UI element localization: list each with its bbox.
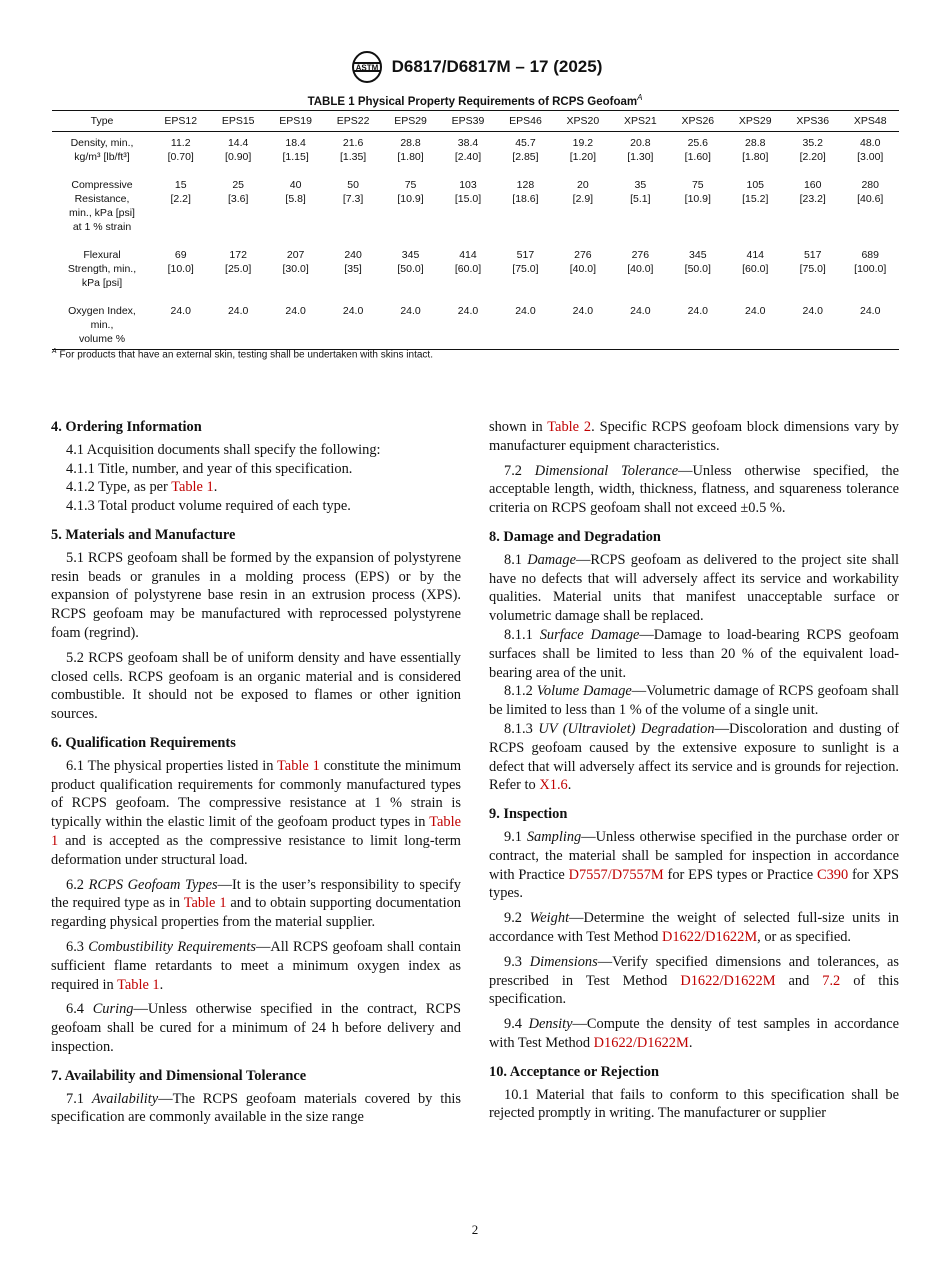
table-cell: 128 [18.6] [512,179,539,205]
table-cell: 24.0 [669,304,726,350]
column-header: XPS36 [784,111,841,132]
para-5-1: 5.1 RCPS geofoam shall be formed by the expansion of polystyrene resin beads or granules in a molding process (EPS) or by the expansion of polystyrene base resin in an extrusion process (XPS). RCPS geofoam may be manufactured with reprocessed polystyrene foam (regrind). [51,549,461,641]
d1622-link[interactable]: D1622/D1622M [680,972,776,989]
table-cell: 160 [23.2] [799,179,826,205]
table-cell: 517 [75.0] [512,249,539,275]
table-row [52,132,899,179]
table-header-row [52,111,899,132]
para-9-2: 9.2 Weight—Determine the weight of selected full-size units in accordance with Test Method D1622/D1622M, or as specified. [489,910,899,945]
column-header: XPS20 [554,111,611,132]
table-cell: 414 [60.0] [454,249,482,275]
table-1-link[interactable]: Table 1 [277,757,320,774]
table-cell: 24.0 [324,304,381,350]
para-9-1: 9.1 Sampling—Unless otherwise specified in the purchase order or contract, the material shall be sampled for inspection in accordance with Practice D7557/D7557M for EPS types or Practice C390 for XPS types. [489,828,900,902]
d7557-link[interactable]: D7557/D7557M [568,866,664,883]
table-cell: 276 [40.0] [627,249,654,275]
table-cell: 21.6 [1.35] [339,137,367,163]
table-cell: 69 [10.0] [167,249,194,275]
table-cell: 50 [7.3] [342,179,364,205]
para-6-3: 6.3 Combustibility Requirements—All RCPS geofoam shall contain sufficient flame retardants to meet a minimum oxygen index as required in Table 1. [51,938,461,993]
table-cell: 20.8 [1.30] [627,137,654,163]
section-6-heading: 6. Qualification Requirements [51,734,236,751]
column-header: EPS29 [382,111,439,132]
table-2-link[interactable]: Table 2 [547,419,592,435]
para-7-1-continued: shown in Table 2. Specific RCPS geofoam block dimensions vary by manufacturer equipment characteristics. [489,419,899,454]
para-6-1: 6.1 The physical properties listed in Table 1 constitute the minimum product qualification requirements for commonly manufactured types of RCPS geofoam. The compressive resistance at 1 % strain is typically within the elastic limit of the geofoam product types in Table 1 and is accepted as the compressive resistance to limit long-term deformation under structural load. [51,757,462,868]
table-cell: 24.0 [554,304,611,350]
table-cell: 345 [50.0] [397,249,424,275]
table-cell: 28.8 [1.80] [397,137,424,163]
para-8-1-2: 8.1.2 Volume Damage—Volumetric damage of RCPS geofoam shall be limited to less than 1 % of the volume of a single unit. [489,683,899,719]
table-cell: 24.0 [784,304,841,350]
para-5-2: 5.2 RCPS geofoam shall be of uniform density and have essentially closed cells. RCPS geofoam is an organic material and is considered combustible. It should not be exposed to flames or other ignition sources. [51,649,461,723]
table-cell: 172 [25.0] [225,249,252,275]
table-cell: 345 [50.0] [684,249,711,275]
table-footnote: $^A$ For products that have an external skin, testing shall be undertaken with skins intact. [52,348,433,361]
table-cell: 276 [40.0] [569,249,597,275]
column-header: XPS29 [727,111,784,132]
document-id: D6817/D6817M – 17 (2025) [391,57,603,76]
column-header: EPS19 [267,111,324,132]
para-8-1-1: 8.1.1 Surface Damage—Damage to load-bearing RCPS geofoam surfaces shall be limited to less than 20 % of the equivalent load-bearing area of the unit. [489,626,899,681]
column-header: EPS15 [209,111,266,132]
table-cell: 28.8 [1.80] [742,137,769,163]
column-header: Type [52,111,152,132]
para-8-1-3: 8.1.3 UV (Ultraviolet) Degradation—Discoloration and dusting of RCPS geofoam caused by the extensive exposure to sunlight is a defect that will adversely affect its service and is grounds for rejection. Refer to X1.6. [489,720,899,794]
column-header: EPS39 [439,111,496,132]
table-cell: 24.0 [439,304,496,350]
table-title-note: A [637,93,643,102]
table-cell: 24.0 [267,304,324,350]
table-cell: 280 [40.6] [857,179,884,205]
para-7-2: 7.2 Dimensional Tolerance—Unless otherwise specified, the acceptable length, width, thickness, flatness, and squareness tolerance criteria on RCPS geofoam shall not exceed ±0.5 %. [489,462,899,517]
section-8-heading: 8. Damage and Degradation [489,528,661,545]
table-cell: 25.6 [1.60] [684,137,711,163]
para-9-4: 9.4 Density—Compute the density of test samples in accordance with Test Method D1622/D1622M. [489,1016,900,1051]
table-row [52,248,899,304]
table-title: TABLE 1 Physical Property Requirements of RCPS Geofoam$^A$ [307,93,643,108]
table-cell: 207 [30.0] [282,249,309,275]
column-header: EPS22 [324,111,381,132]
section-4-heading: 4. Ordering Information [51,419,202,435]
column-header: EPS46 [497,111,554,132]
page-number: 2 [471,1222,479,1237]
row-label: Flexural Strength, min., kPa [psi] [67,249,137,289]
c390-link[interactable]: C390 [816,866,849,883]
para-10-1: 10.1 Material that fails to conform to this specification shall be rejected promptly in writing. The manufacturer or supplier [489,1086,899,1122]
column-header: XPS26 [669,111,726,132]
table-cell: 24.0 [382,304,439,350]
table-cell: 19.2 [1.20] [569,137,597,163]
table-cell: 75 [10.9] [397,179,424,205]
table-cell: 20 [2.9] [572,179,594,205]
table-cell: 24.0 [841,304,899,350]
table-1-link[interactable]: Table 1 [183,895,227,912]
property-table [52,110,899,350]
table-cell: 105 [15.2] [742,179,769,205]
para-7-1: 7.1 Availability—The RCPS geofoam materials covered by this specification are commonly available in the size range [51,1090,461,1126]
section-9-heading: 9. Inspection [489,806,568,823]
table-cell: 11.2 [0.70] [167,137,194,163]
row-label: Density, min., kg/m³ [lb/ft³] [70,137,134,163]
table-cell: 25 [3.6] [227,179,249,205]
section-5-heading: 5. Materials and Manufacture [51,526,236,543]
table-cell: 35.2 [2.20] [799,137,826,163]
table-cell: 18.4 [1.15] [282,137,309,163]
table-cell: 48.0 [3.00] [857,137,884,163]
table-row [52,304,899,350]
section-7-heading: 7. Availability and Dimensional Tolerance [51,1067,307,1084]
d1622-link[interactable]: D1622/D1622M [661,928,758,945]
table-cell: 14.4 [0.90] [225,137,252,163]
para-6-2: 6.2 RCPS Geofoam Types—It is the user’s responsibility to specify the required type as in Table 1 and to obtain supporting documentation regarding physical properties from the material supplier. [51,876,462,931]
section-7-2-link[interactable]: 7.2 [822,972,841,989]
d1622-link[interactable]: D1622/D1622M [593,1034,689,1051]
column-header: EPS12 [152,111,209,132]
table-1-link[interactable]: Table 1 [51,814,461,849]
table-cell: 24.0 [497,304,554,350]
table-cell: 24.0 [612,304,669,350]
document-header [0,50,950,89]
table-cell: 103 [15.0] [454,179,482,205]
table-cell: 414 [60.0] [742,249,769,275]
table-cell: 24.0 [152,304,209,350]
left-column [51,418,461,1127]
row-label: Compressive Resistance, min., kPa [psi] at 1 % strain [69,179,135,233]
table-cell: 240 [35] [344,249,362,275]
svg-text:ASTM: ASTM [355,63,378,73]
table-cell: 15 [2.2] [170,179,191,205]
para-8-1: 8.1 Damage—RCPS geofoam as delivered to the project site shall have no defects that will adversely affect its service and workability qualities. Material units that manifest unacceptable surface or volumetric damage shall be replaced. [489,551,899,625]
table-1-link[interactable]: Table 1 [117,976,160,993]
table-cell: 38.4 [2.40] [454,137,482,163]
row-label: Oxygen Index, min., volume % [52,304,152,350]
table-cell: 689 [100.0] [854,249,887,275]
section-10-heading: 10. Acceptance or Rejection [489,1063,659,1080]
para-4-1-2: 4.1.2 Type, as per Table 1. [66,479,218,496]
para-4-1: 4.1 Acquisition documents shall specify the following: [66,441,381,458]
right-column [489,418,899,1123]
table-cell: 45.7 [2.85] [512,137,539,163]
x1-6-link[interactable]: X1.6 [539,777,568,794]
table-cell: 35 [5.1] [630,179,651,205]
column-header: XPS21 [612,111,669,132]
table-cell: 75 [10.9] [684,179,711,205]
para-4-1-1: 4.1.1 Title, number, and year of this specification. [66,460,353,477]
table-row [52,178,899,248]
para-6-4: 6.4 Curing—Unless otherwise specified in the contract, RCPS geofoam shall be cured for a minimum of 24 h before delivery and inspection. [51,1001,461,1055]
table-cell: 24.0 [727,304,784,350]
column-header: XPS48 [841,111,899,132]
table-cell: 40 [5.8] [285,179,306,205]
table-1-link[interactable]: Table 1 [171,479,214,496]
para-9-3: 9.3 Dimensions—Verify specified dimensions and tolerances, as prescribed in Test Method D1622/D1622M and 7.2 of this specification. [489,953,899,1008]
astm-logo-icon [348,50,386,84]
para-4-1-3: 4.1.3 Total product volume required of each type. [66,498,351,515]
table-cell: 24.0 [209,304,266,350]
table-cell: 517 [75.0] [799,249,826,275]
